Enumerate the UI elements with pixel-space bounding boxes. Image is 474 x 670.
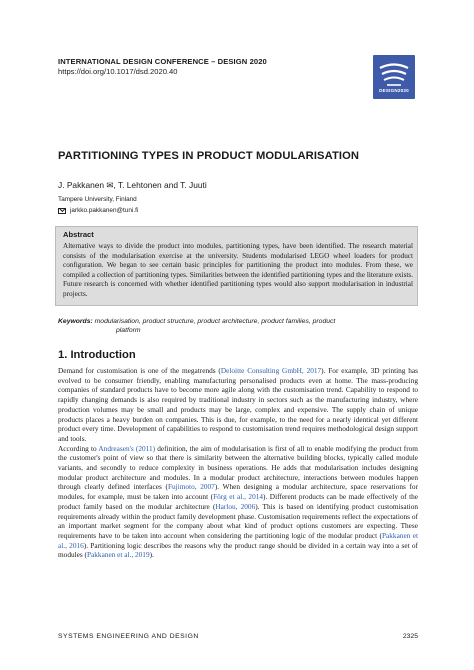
doi-link[interactable]: https://doi.org/10.1017/dsd.2020.40 — [58, 67, 178, 76]
abstract-heading: Abstract — [63, 230, 94, 239]
email-address[interactable]: jarkko.pakkanen@tuni.fi — [70, 207, 139, 214]
text-run: ). — [149, 550, 154, 560]
keywords-line-1: modularisation, product structure, product architecture, product families, product — [94, 318, 336, 325]
paragraph-1 — [58, 366, 418, 444]
citation-link[interactable]: Fujimoto, 2007 — [167, 482, 215, 492]
abstract-text: Alternative ways to divide the product into modules, partitioning types, have been identified. The research material consists of the modularisation exercise at the university. Students modularised LEGO wheel loaders for product configuration. We began to see certain basic principles for partitioning the product into modules. From these, we compiled a collection of partitioning types. Similarities between the identified partitioning types and the literature exists. Future research is concerned with whether identified partitioning types would also support modularisation in industrial projects. — [63, 242, 413, 298]
text-run: According to — [58, 443, 99, 453]
authors: J. Pakkanen ✉, T. Lehtonen and T. Juuti — [58, 180, 207, 190]
citation-link[interactable]: Andreasen's (2011) — [98, 443, 156, 453]
text-run: definition, the aim of modularisation is first of all to enable modifying the product from the customer's point of view so that there is similarity between the alternative building blocks, typically called module variants, and secondly to reduce complexity in business operations. He adds that modularisation includes designing modular product architecture and modules. In a modular product architecture, interactions between modules happen through clearly defined interfaces ( — [58, 443, 418, 492]
text-run: ). For example, 3D printing has evolved to be consumer friendly, enabling manufacturing personalised products even at home. The mass-producing companies of standard products have to become more agile along with the customisation trend. Capability to respond to rapidly changing demands is also required by traditional industry in sectors such as the manufacturing industry, where production volumes may be small and products may be large, complex and expensive. The supply chain of unique products places a heavy burden on companies. This is due, for example, to the need for a nearly identical yet different product every time. Development of capabilities to respond to customisation trend requires methodological design support and tools. — [58, 366, 418, 443]
design-conference-logo-icon — [373, 55, 415, 99]
citation-link[interactable]: Förg et al., 2014 — [213, 492, 264, 502]
email-row — [58, 207, 138, 214]
section-heading: 1. Introduction — [58, 349, 136, 361]
logo-text: DESIGN2020 — [379, 88, 409, 93]
citation-link[interactable]: Pakkanen et al., 2016 — [58, 530, 418, 550]
conference-name: INTERNATIONAL DESIGN CONFERENCE – DESIGN 2020 — [58, 57, 267, 66]
paper-title: PARTITIONING TYPES IN PRODUCT MODULARISATION — [58, 150, 360, 162]
text-run: Demand for customisation is one of the megatrends ( — [58, 366, 221, 375]
paragraph-2 — [58, 444, 418, 560]
text-run: ). Partitioning logic describes the reasons why the product range should be divided in a certain way into a set of modules ( — [58, 540, 418, 560]
text-run: ). When designing a modular architecture, space reservations for modules, for example, must be taken into account ( — [58, 482, 418, 502]
keywords-label: Keywords: — [58, 318, 93, 325]
keywords-line-2: platform — [116, 326, 141, 334]
keywords — [58, 318, 418, 335]
footer-track: SYSTEMS ENGINEERING AND DESIGN — [58, 633, 199, 640]
abstract-box — [55, 226, 418, 306]
citation-link[interactable]: Pakkanen et al., 2019 — [86, 550, 150, 560]
mail-icon — [58, 208, 66, 214]
page-number: 2325 — [402, 633, 418, 640]
affiliation: Tampere University, Finland — [58, 196, 137, 203]
text-run: ). Different products can be made effectively of the product family based on the modular architecture ( — [58, 492, 418, 511]
citation-link[interactable]: Deloitte Consulting GmbH, 2017 — [220, 366, 322, 375]
text-run: ). This is based on identifying product customisation requirements already within the product family development phase. Customisation requirements reflect the expectations of an important market segment for the company about what kind of product options customers are expecting. These requirements have to be taken into account when considering the partitioning logic of the modular product ( — [58, 501, 418, 540]
citation-link[interactable]: Harlou, 2006 — [215, 501, 256, 511]
introduction-body — [58, 366, 418, 560]
